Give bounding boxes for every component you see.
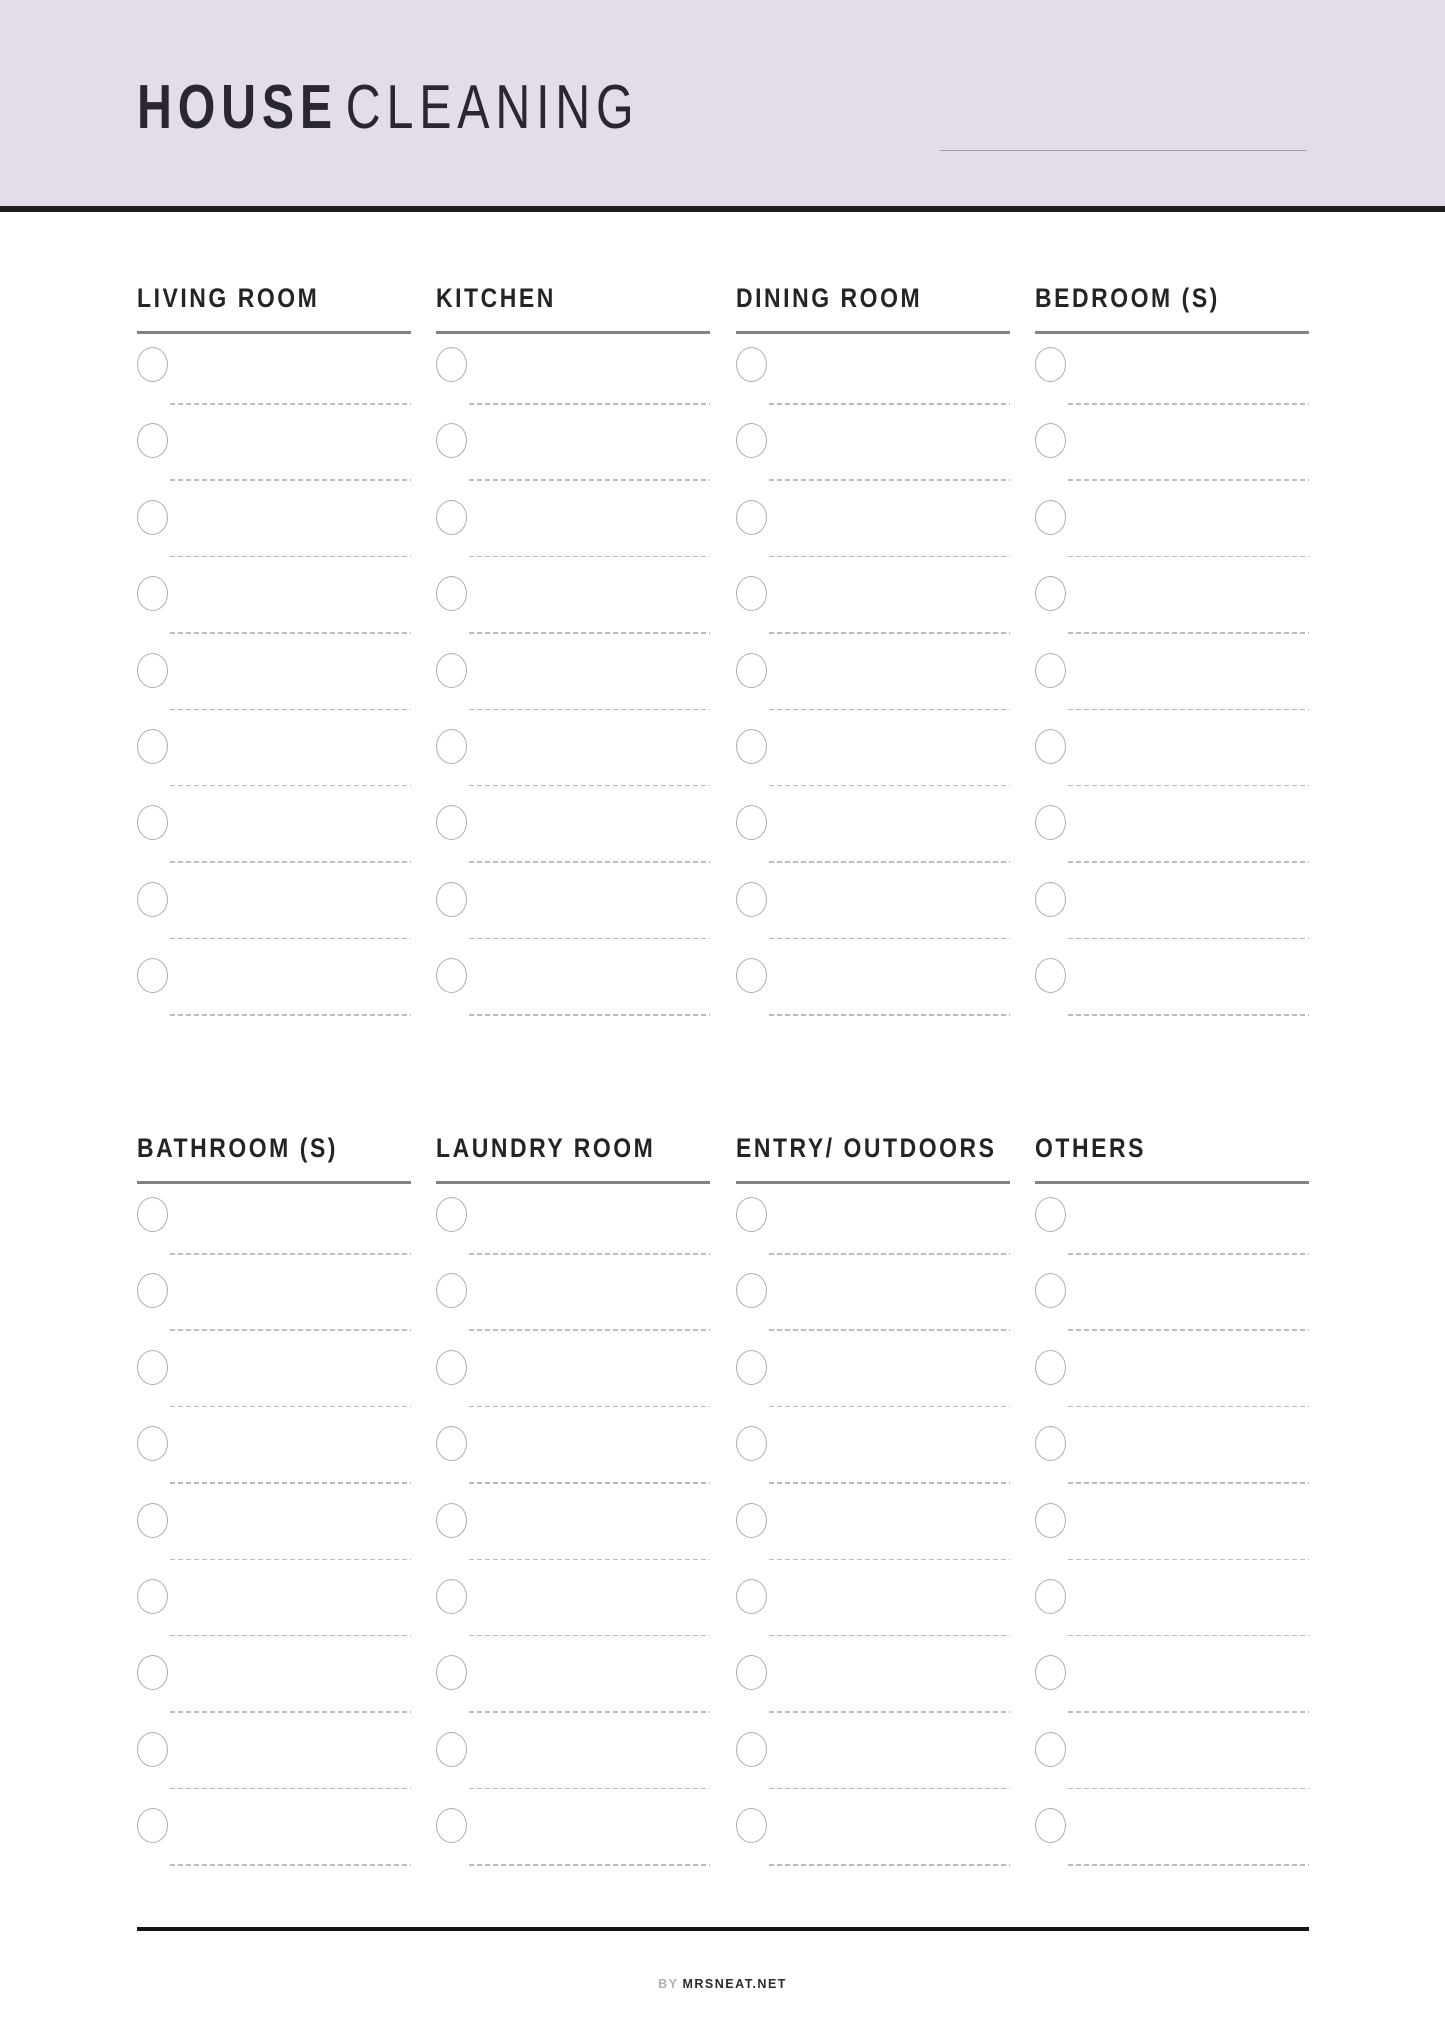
item-write-line[interactable] <box>769 403 1010 405</box>
checkbox-circle[interactable] <box>137 1655 168 1690</box>
name-date-line[interactable] <box>940 150 1307 151</box>
checklist-row <box>137 1490 411 1566</box>
page-title <box>137 73 640 142</box>
item-write-line[interactable] <box>1068 938 1309 940</box>
item-write-line[interactable] <box>1068 1482 1309 1484</box>
item-write-line[interactable] <box>769 1406 1010 1408</box>
checklist-row <box>436 1642 710 1718</box>
checkbox-circle[interactable] <box>736 1273 767 1308</box>
checkbox-circle[interactable] <box>1035 1732 1066 1767</box>
item-write-line[interactable] <box>769 1864 1010 1866</box>
checklist-row <box>736 1795 1010 1871</box>
checklist-column <box>137 1135 411 1872</box>
checklist-column <box>436 1135 710 1872</box>
checklist-column <box>1035 1135 1309 1872</box>
item-write-line[interactable] <box>170 1711 411 1713</box>
checkbox-circle[interactable] <box>137 1350 168 1385</box>
checkbox-circle[interactable] <box>436 882 467 917</box>
checklist-row <box>1035 1184 1309 1260</box>
column-title: ENTRY/ OUTDOORS <box>735 1133 997 1163</box>
checklist-row <box>736 1642 1010 1718</box>
column-rows <box>736 334 1010 1022</box>
item-write-line[interactable] <box>170 403 411 405</box>
checkbox-circle[interactable] <box>436 805 467 840</box>
checklist-row <box>1035 716 1309 792</box>
footer-site-label: MRSNEAT.NET <box>682 1977 787 1991</box>
checklist-row <box>436 869 710 945</box>
item-write-line[interactable] <box>769 1559 1010 1561</box>
checkbox-circle[interactable] <box>436 576 467 611</box>
item-write-line[interactable] <box>170 1014 411 1016</box>
item-write-line[interactable] <box>170 632 411 634</box>
checkbox-circle[interactable] <box>736 1655 767 1690</box>
column-rows <box>137 334 411 1022</box>
checkbox-circle[interactable] <box>137 1503 168 1538</box>
item-write-line[interactable] <box>1068 1635 1309 1637</box>
checklist-row <box>137 1184 411 1260</box>
header-divider <box>0 206 1445 212</box>
checkbox-circle[interactable] <box>436 1579 467 1614</box>
item-write-line[interactable] <box>170 785 411 787</box>
checkbox-circle[interactable] <box>436 958 467 993</box>
checklist-row <box>436 1337 710 1413</box>
checklist-row <box>137 869 411 945</box>
checkbox-circle[interactable] <box>1035 958 1066 993</box>
checkbox-circle[interactable] <box>736 882 767 917</box>
checklist-row <box>137 945 411 1021</box>
checklist-row <box>436 1260 710 1336</box>
checkbox-circle[interactable] <box>137 882 168 917</box>
checklist-row <box>736 869 1010 945</box>
item-write-line[interactable] <box>1068 403 1309 405</box>
checklist-row <box>137 716 411 792</box>
checklist-row <box>137 1566 411 1642</box>
column-rows <box>137 1184 411 1872</box>
checklist-row <box>137 1719 411 1795</box>
checklist-row <box>137 792 411 868</box>
checkbox-circle[interactable] <box>436 423 467 458</box>
item-write-line[interactable] <box>170 1864 411 1866</box>
column-rows <box>1035 334 1309 1022</box>
checkbox-circle[interactable] <box>1035 500 1066 535</box>
item-write-line[interactable] <box>469 479 710 481</box>
checklist-column <box>137 285 411 1022</box>
checklist-row <box>436 487 710 563</box>
checkbox-circle[interactable] <box>137 729 168 764</box>
checkbox-circle[interactable] <box>436 1503 467 1538</box>
checklist-row <box>736 792 1010 868</box>
item-write-line[interactable] <box>769 861 1010 863</box>
item-write-line[interactable] <box>469 632 710 634</box>
item-write-line[interactable] <box>1068 1253 1309 1255</box>
item-write-line[interactable] <box>469 1711 710 1713</box>
item-write-line[interactable] <box>769 1711 1010 1713</box>
checklist-column <box>1035 285 1309 1022</box>
checkbox-circle[interactable] <box>436 1808 467 1843</box>
checklist-row <box>1035 1566 1309 1642</box>
checklist-row <box>1035 410 1309 486</box>
item-write-line[interactable] <box>170 1482 411 1484</box>
checkbox-circle[interactable] <box>436 1273 467 1308</box>
checklist-row <box>1035 1642 1309 1718</box>
page-header <box>0 0 1445 206</box>
item-write-line[interactable] <box>469 1788 710 1790</box>
checklist-row <box>137 487 411 563</box>
checkbox-circle[interactable] <box>736 1503 767 1538</box>
checklist-row <box>1035 945 1309 1021</box>
column-title: BEDROOM (S) <box>1034 283 1220 313</box>
item-write-line[interactable] <box>469 1482 710 1484</box>
column-title: LIVING ROOM <box>137 283 320 313</box>
item-write-line[interactable] <box>170 1406 411 1408</box>
checkbox-circle[interactable] <box>736 1732 767 1767</box>
checkbox-circle[interactable] <box>137 1273 168 1308</box>
checklist-row <box>1035 1490 1309 1566</box>
checkbox-circle[interactable] <box>137 805 168 840</box>
item-write-line[interactable] <box>769 556 1010 558</box>
checkbox-circle[interactable] <box>137 576 168 611</box>
checklist-row <box>736 1337 1010 1413</box>
checkbox-circle[interactable] <box>1035 805 1066 840</box>
checklist-row <box>436 1566 710 1642</box>
item-write-line[interactable] <box>469 1635 710 1637</box>
item-write-line[interactable] <box>769 632 1010 634</box>
item-write-line[interactable] <box>1068 1711 1309 1713</box>
checklist-row <box>436 1490 710 1566</box>
item-write-line[interactable] <box>1068 556 1309 558</box>
footer-credit <box>0 1977 1445 1992</box>
item-write-line[interactable] <box>469 861 710 863</box>
checkbox-circle[interactable] <box>1035 1426 1066 1461</box>
item-write-line[interactable] <box>170 1329 411 1331</box>
column-title: DINING ROOM <box>735 283 922 313</box>
checklist-row <box>436 334 710 410</box>
item-write-line[interactable] <box>469 1329 710 1331</box>
checkbox-circle[interactable] <box>1035 1273 1066 1308</box>
item-write-line[interactable] <box>769 785 1010 787</box>
page-title-primary: HOUSE <box>137 73 338 142</box>
item-write-line[interactable] <box>769 938 1010 940</box>
checkbox-circle[interactable] <box>1035 576 1066 611</box>
checkbox-circle[interactable] <box>1035 1579 1066 1614</box>
checkbox-circle[interactable] <box>1035 423 1066 458</box>
checkbox-circle[interactable] <box>1035 1197 1066 1232</box>
checklist-column <box>436 285 710 1022</box>
item-write-line[interactable] <box>1068 1559 1309 1561</box>
checkbox-circle[interactable] <box>736 1579 767 1614</box>
column-rows <box>1035 1184 1309 1872</box>
checkbox-circle[interactable] <box>736 958 767 993</box>
checkbox-circle[interactable] <box>736 653 767 688</box>
checklist-row <box>736 945 1010 1021</box>
checklist-section-bottom <box>137 1135 1309 1872</box>
checkbox-circle[interactable] <box>736 1808 767 1843</box>
checklist-row <box>436 1184 710 1260</box>
item-write-line[interactable] <box>170 479 411 481</box>
item-write-line[interactable] <box>170 556 411 558</box>
item-write-line[interactable] <box>469 403 710 405</box>
item-write-line[interactable] <box>769 1253 1010 1255</box>
column-rows <box>436 334 710 1022</box>
page-title-secondary: CLEANING <box>345 73 640 142</box>
item-write-line[interactable] <box>769 1788 1010 1790</box>
checkbox-circle[interactable] <box>137 958 168 993</box>
item-write-line[interactable] <box>170 938 411 940</box>
checklist-row <box>736 1260 1010 1336</box>
checkbox-circle[interactable] <box>436 1350 467 1385</box>
item-write-line[interactable] <box>469 1559 710 1561</box>
checklist-row <box>436 792 710 868</box>
checkbox-circle[interactable] <box>1035 653 1066 688</box>
item-write-line[interactable] <box>469 1406 710 1408</box>
checkbox-circle[interactable] <box>736 1426 767 1461</box>
checklist-row <box>736 334 1010 410</box>
item-write-line[interactable] <box>1068 632 1309 634</box>
item-write-line[interactable] <box>769 1635 1010 1637</box>
item-write-line[interactable] <box>1068 709 1309 711</box>
item-write-line[interactable] <box>1068 1329 1309 1331</box>
checklist-row <box>1035 1337 1309 1413</box>
checkbox-circle[interactable] <box>1035 1655 1066 1690</box>
checklist-row <box>1035 1413 1309 1489</box>
checkbox-circle[interactable] <box>736 805 767 840</box>
checklist-row <box>1035 1795 1309 1871</box>
checkbox-circle[interactable] <box>137 500 168 535</box>
checklist-section-top <box>137 285 1309 1022</box>
checklist-row <box>1035 869 1309 945</box>
checklist-row <box>137 563 411 639</box>
footer-divider <box>137 1927 1309 1931</box>
checklist-row <box>1035 1719 1309 1795</box>
checklist-column <box>736 285 1010 1022</box>
checkbox-circle[interactable] <box>1035 729 1066 764</box>
checkbox-circle[interactable] <box>736 1197 767 1232</box>
checkbox-circle[interactable] <box>137 1197 168 1232</box>
item-write-line[interactable] <box>1068 479 1309 481</box>
checkbox-circle[interactable] <box>137 423 168 458</box>
item-write-line[interactable] <box>769 1482 1010 1484</box>
checklist-row <box>436 945 710 1021</box>
item-write-line[interactable] <box>170 1635 411 1637</box>
checkbox-circle[interactable] <box>436 1197 467 1232</box>
checklist-row <box>736 1719 1010 1795</box>
checklist-column <box>736 1135 1010 1872</box>
checkbox-circle[interactable] <box>137 347 168 382</box>
checklist-row <box>736 1490 1010 1566</box>
checklist-row <box>436 640 710 716</box>
checklist-row <box>137 334 411 410</box>
checklist-row <box>137 1642 411 1718</box>
column-rows <box>736 1184 1010 1872</box>
checkbox-circle[interactable] <box>736 423 767 458</box>
checkbox-circle[interactable] <box>1035 1503 1066 1538</box>
checklist-row <box>1035 1260 1309 1336</box>
checkbox-circle[interactable] <box>1035 347 1066 382</box>
checkbox-circle[interactable] <box>1035 1808 1066 1843</box>
checkbox-circle[interactable] <box>137 1808 168 1843</box>
checklist-row <box>137 1260 411 1336</box>
checkbox-circle[interactable] <box>736 729 767 764</box>
checkbox-circle[interactable] <box>736 500 767 535</box>
checklist-row <box>736 487 1010 563</box>
item-write-line[interactable] <box>170 861 411 863</box>
item-write-line[interactable] <box>170 709 411 711</box>
checkbox-circle[interactable] <box>1035 882 1066 917</box>
item-write-line[interactable] <box>469 1253 710 1255</box>
checklist-row <box>436 563 710 639</box>
checkbox-circle[interactable] <box>137 1426 168 1461</box>
item-write-line[interactable] <box>769 709 1010 711</box>
checklist-row <box>436 410 710 486</box>
checklist-row <box>736 1413 1010 1489</box>
item-write-line[interactable] <box>469 709 710 711</box>
item-write-line[interactable] <box>469 1014 710 1016</box>
column-rows <box>436 1184 710 1872</box>
item-write-line[interactable] <box>170 1788 411 1790</box>
checklist-row <box>736 640 1010 716</box>
item-write-line[interactable] <box>170 1559 411 1561</box>
item-write-line[interactable] <box>170 1253 411 1255</box>
footer-by-label: BY <box>658 1977 679 1991</box>
checkbox-circle[interactable] <box>137 653 168 688</box>
checklist-row <box>736 563 1010 639</box>
checklist-row <box>1035 792 1309 868</box>
item-write-line[interactable] <box>1068 1864 1309 1866</box>
item-write-line[interactable] <box>769 1014 1010 1016</box>
checkbox-circle[interactable] <box>736 1350 767 1385</box>
column-title: KITCHEN <box>436 283 557 313</box>
checkbox-circle[interactable] <box>436 1655 467 1690</box>
checklist-row <box>736 410 1010 486</box>
checklist-row <box>736 716 1010 792</box>
column-title: LAUNDRY ROOM <box>436 1133 656 1163</box>
item-write-line[interactable] <box>1068 1014 1309 1016</box>
item-write-line[interactable] <box>469 785 710 787</box>
checkbox-circle[interactable] <box>436 347 467 382</box>
item-write-line[interactable] <box>1068 785 1309 787</box>
checkbox-circle[interactable] <box>137 1732 168 1767</box>
item-write-line[interactable] <box>469 938 710 940</box>
item-write-line[interactable] <box>1068 861 1309 863</box>
checklist-row <box>137 1413 411 1489</box>
checklist-row <box>137 1795 411 1871</box>
column-title: OTHERS <box>1034 1133 1146 1163</box>
checkbox-circle[interactable] <box>736 576 767 611</box>
checklist-row <box>736 1184 1010 1260</box>
item-write-line[interactable] <box>1068 1788 1309 1790</box>
checklist-row <box>1035 487 1309 563</box>
checkbox-circle[interactable] <box>436 653 467 688</box>
checklist-row <box>137 410 411 486</box>
checkbox-circle[interactable] <box>436 729 467 764</box>
item-write-line[interactable] <box>769 1329 1010 1331</box>
item-write-line[interactable] <box>469 1864 710 1866</box>
item-write-line[interactable] <box>469 556 710 558</box>
item-write-line[interactable] <box>1068 1406 1309 1408</box>
checklist-row <box>1035 334 1309 410</box>
checklist-row <box>1035 563 1309 639</box>
checklist-row <box>137 1337 411 1413</box>
checkbox-circle[interactable] <box>436 500 467 535</box>
checklist-row <box>1035 640 1309 716</box>
checkbox-circle[interactable] <box>137 1579 168 1614</box>
checkbox-circle[interactable] <box>736 347 767 382</box>
checkbox-circle[interactable] <box>436 1732 467 1767</box>
checklist-row <box>436 1413 710 1489</box>
checklist-row <box>137 640 411 716</box>
checklist-row <box>736 1566 1010 1642</box>
item-write-line[interactable] <box>769 479 1010 481</box>
column-title: BATHROOM (S) <box>137 1133 339 1163</box>
checkbox-circle[interactable] <box>436 1426 467 1461</box>
checklist-row <box>436 1795 710 1871</box>
checkbox-circle[interactable] <box>1035 1350 1066 1385</box>
checklist-row <box>436 716 710 792</box>
checklist-row <box>436 1719 710 1795</box>
